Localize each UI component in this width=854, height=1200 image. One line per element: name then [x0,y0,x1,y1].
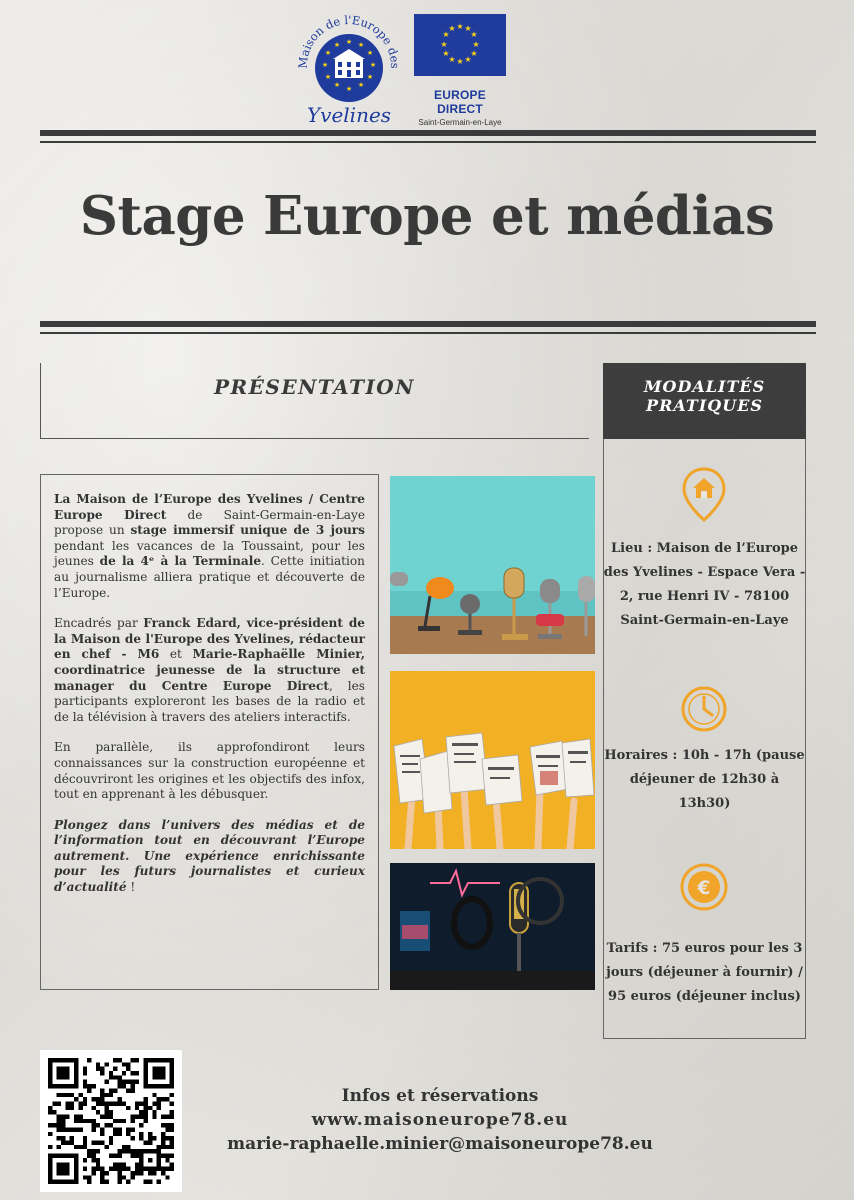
logo-europe-direct [412,14,508,126]
p2-run: et [159,647,193,662]
presentation-heading: PRÉSENTATION [213,375,416,399]
email-link[interactable]: marie-raphaelle.minier@maisoneurope78.eu [227,1134,653,1154]
photo-podcast-studio [390,863,595,990]
svg-text:★: ★ [345,38,353,46]
photo-newspapers [390,671,595,849]
p2-run: , les participants exploreront les bases de la radio et de la télévision à travers des ateliers interactifs. [54,678,366,724]
logo-maison-europe-yvelines [293,8,405,130]
info-horaires: Horaires : 10h - 17h (pause déjeuner de 12h30 à 13h30) [604,748,805,811]
svg-text:★: ★ [470,49,478,58]
svg-text:★: ★ [366,49,374,57]
page-title: Stage Europe et médias [79,185,775,247]
qr-code[interactable] [40,1050,182,1192]
presentation-paragraph-2 [54,616,365,725]
svg-text:★: ★ [470,30,478,39]
euro-coin-icon [677,860,731,918]
svg-text:★: ★ [442,30,450,39]
svg-text:★: ★ [324,49,332,57]
p1-run: de la 4ᵉ à la Terminale [99,554,262,569]
p2-run: Franck Edard, vice-président de la Maison de l'Europe des Yvelines, rédacteur en chef - M6 [54,616,365,662]
svg-text:★: ★ [440,40,448,49]
svg-text:★: ★ [472,40,480,49]
presentation-paragraph-1 [54,492,365,601]
presentation-paragraph-4-end: ! [126,880,136,895]
p2-run: Marie-Raphaëlle Minier, coordinatrice jeunesse de la structure et manager du Centre Europe Direct [54,647,365,693]
p1-run: . Cette initiation au journalisme alliera pratique et découverte de l’Europe. [54,554,365,600]
svg-text:★: ★ [333,81,341,89]
modalites-heading-line2: PRATIQUES [646,396,763,415]
clock-icon [678,683,730,739]
mid-rule-thin [40,332,816,334]
p1-run: La Maison de l’Europe des Yvelines / Centre Europe Direct [54,492,365,522]
svg-text:★: ★ [366,73,374,81]
modalites-heading [603,363,806,439]
presentation-paragraph-4 [54,818,365,896]
svg-text:★: ★ [464,55,472,64]
svg-text:★: ★ [324,73,332,81]
svg-text:★: ★ [448,55,456,64]
footer-contact [190,1084,690,1156]
info-tarifs: Tarifs : 75 euros pour les 3 jours (déjeuner à fournir) / 95 euros (déjeuner inclus) [606,941,803,1004]
svg-text:★: ★ [448,24,456,33]
p1-run: stage immersif unique de 3 jours [130,523,365,538]
svg-text:★: ★ [345,85,353,93]
svg-text:€: € [697,877,711,899]
svg-text:★: ★ [456,57,464,66]
modalites-heading-line1: MODALITÉS [643,377,766,396]
svg-text:★: ★ [321,61,329,69]
svg-text:★: ★ [357,41,365,49]
europe-direct-title: EUROPE DIRECT [434,88,486,116]
presentation-text [54,492,365,911]
top-rule-thin [40,141,816,143]
svg-text:★: ★ [357,81,365,89]
presentation-paragraph-4-italic: Plongez dans l’univers des médias et de l’information tout en découvrant l’Europe autrement. Une expérience enrichissante pour les futurs journalistes et curieux d’actualité [54,817,365,895]
svg-text:★: ★ [333,41,341,49]
p1-run: pendant les vacances de la Toussaint, pour les jeunes [54,538,365,569]
svg-text:★: ★ [456,22,464,31]
svg-text:★: ★ [464,24,472,33]
logo-mey-text-bottom: Yvelines [306,103,392,127]
svg-text:★: ★ [442,49,450,58]
svg-text:★: ★ [369,61,377,69]
eu-flag-icon [414,14,506,76]
europe-direct-subtitle: Saint-Germain-en-Laye [418,118,502,127]
presentation-paragraph-3: En parallèle, ils approfondiront leurs connaissances sur la construction européenne et découvriront les origines et les objectifs des infox, tout en apprenant à les débusquer. [54,740,365,802]
website-link[interactable]: www.maisoneurope78.eu [311,1110,569,1130]
info-lieu: Lieu : Maison de l’Europe des Yvelines - Espace Vera - 2, rue Henri IV - 78100 Saint-Germain-en-Laye [603,541,806,628]
photo-microphones [390,476,595,654]
mid-rule-thick [40,321,816,327]
top-rule-thick [40,130,816,136]
logo-mey-text-top: Maison de l'Europe des [295,12,403,69]
p2-run: Encadrés par [54,616,144,631]
home-pin-icon [680,466,728,528]
footer-title: Infos et réservations [341,1086,539,1106]
p1-run: de Saint-Germain-en-Laye propose un [54,507,365,538]
